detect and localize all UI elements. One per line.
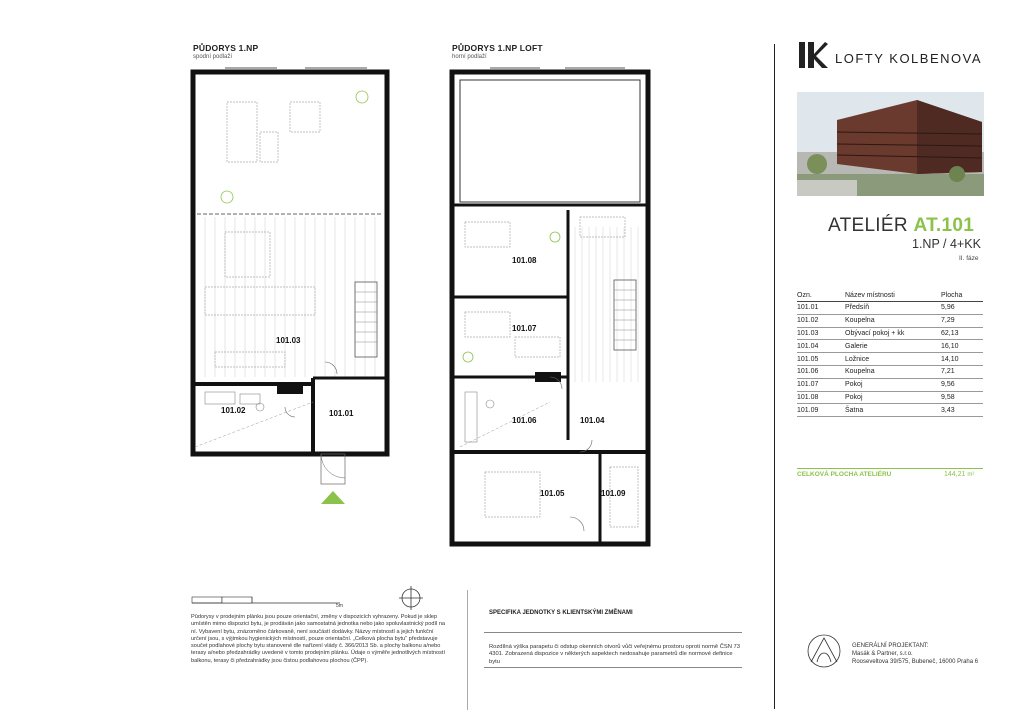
room-table-header-name: Název místnosti <box>845 289 941 302</box>
room-area: 7,21 <box>941 365 983 378</box>
room-name: Ložnice <box>845 353 941 366</box>
spec-title: SPECIFIKA JEDNOTKY S KLIENTSKÝMI ZMĚNAMI <box>489 610 633 616</box>
plan-title-lower: PŮDORYS 1.NP <box>193 43 259 53</box>
room-label-101-06: 101.06 <box>512 416 537 425</box>
north-arrow-icon <box>398 585 424 611</box>
total-area-label: CELKOVÁ PLOCHA ATELIÉRU <box>797 471 892 478</box>
designer-logo-icon <box>805 632 843 670</box>
room-label-101-01: 101.01 <box>329 409 354 418</box>
room-name: Koupelna <box>845 314 941 327</box>
room-table-header-row <box>797 289 983 302</box>
table-row <box>797 340 983 353</box>
room-name: Šatna <box>845 404 941 417</box>
room-area: 3,43 <box>941 404 983 417</box>
general-designer <box>852 642 984 666</box>
room-label-101-08: 101.08 <box>512 256 537 265</box>
room-area: 7,29 <box>941 314 983 327</box>
room-code: 101.03 <box>797 327 845 340</box>
room-name: Obývací pokoj + kk <box>845 327 941 340</box>
room-label-101-07: 101.07 <box>512 324 537 333</box>
general-designer-label: GENERÁLNÍ PROJEKTANT: <box>852 643 929 649</box>
room-area: 5,96 <box>941 302 983 315</box>
unit-label: ATELIÉR <box>828 215 908 236</box>
table-row <box>797 302 983 315</box>
building-render-image <box>797 92 984 196</box>
spec-rule-bottom <box>484 667 742 668</box>
plan-subtitle-lower: spodní podlaží <box>193 54 233 60</box>
floor-plan-loft <box>440 62 660 552</box>
room-area: 9,58 <box>941 391 983 404</box>
table-row <box>797 365 983 378</box>
spec-text: Rozdílná výška parapetu či odstup okenních otvorů vůči veřejnému prostoru oproti normě ČSN 73 4301. Zobrazená dispozice v některých aspektech nedosahuje parametrů dle normové definice bytu <box>489 644 741 665</box>
room-label-101-03: 101.03 <box>276 336 301 345</box>
total-area-unit: m² <box>967 472 975 478</box>
room-name: Pokoj <box>845 391 941 404</box>
room-code: 101.04 <box>797 340 845 353</box>
total-area-number: 144,21 <box>944 471 966 478</box>
room-label-101-09: 101.09 <box>601 489 626 498</box>
general-designer-address: Rooseveltova 39/575, Bubeneč, 16000 Praha 6 <box>852 659 979 665</box>
notes-divider <box>467 590 468 710</box>
room-area: 62,13 <box>941 327 983 340</box>
room-code: 101.05 <box>797 353 845 366</box>
table-row <box>797 391 983 404</box>
room-code: 101.07 <box>797 378 845 391</box>
spec-rule-top <box>484 632 742 633</box>
room-code: 101.08 <box>797 391 845 404</box>
side-panel-divider <box>774 44 775 709</box>
table-row <box>797 378 983 391</box>
room-area: 9,56 <box>941 378 983 391</box>
unit-phase: II. fáze <box>959 255 979 262</box>
unit-layout: 1.NP / 4+KK <box>912 237 981 251</box>
room-table-header-area: Plocha <box>941 289 983 302</box>
room-area: 16,10 <box>941 340 983 353</box>
general-designer-company: Masák & Partner, s.r.o. <box>852 651 913 657</box>
table-row <box>797 314 983 327</box>
scale-bar <box>190 591 350 609</box>
floor-plan-lower <box>185 62 395 512</box>
room-name: Předsíň <box>845 302 941 315</box>
total-area-value <box>944 471 974 478</box>
table-row <box>797 404 983 417</box>
unit-code: AT.101 <box>913 215 975 236</box>
table-row <box>797 327 983 340</box>
room-code: 101.09 <box>797 404 845 417</box>
room-label-101-02: 101.02 <box>221 406 246 415</box>
plan-title-loft: PŮDORYS 1.NP LOFT <box>452 43 543 53</box>
disclaimer-text: Půdorysy v prodejním plánku jsou pouze orientační, změny v dispozicích vyhrazeny. Pokud je sklep umístěn mimo dispozici bytu, je prodáván jako samostatná jednotka nebo jako spoluvlastnický podíl na ní. Vybavení bytu, znázorněno čárkovaně, není součástí dodávky. Názvy místností a jejich funkční určení jsou, s výjimkou hygienických místností, pouze orientační. „Celková plocha bytu“ představuje součet podlahové plochy bytu stanovené dle nařízení vlády č. 366/2013 Sb. a plochy balkonu a/nebo terasy a/nebo předzahrádky uvedené v tomto prodejním plánku. Údaje o výměře jednotlivých místností balkonu, terasy či předzahrádky jsou čistou podlahovou plochou (ČPP). <box>191 614 446 664</box>
room-name: Pokoj <box>845 378 941 391</box>
brand-name: LOFTY KOLBENOVA <box>835 51 983 66</box>
scale-bar-label: 5m <box>336 603 343 609</box>
lk-logo-icon <box>797 40 829 70</box>
total-divider <box>797 468 983 469</box>
room-label-101-04: 101.04 <box>580 416 605 425</box>
brand-logo <box>797 40 829 70</box>
room-code: 101.06 <box>797 365 845 378</box>
plan-subtitle-loft: horní podlaží <box>452 54 487 60</box>
room-label-101-05: 101.05 <box>540 489 565 498</box>
room-table-header-code: Ozn. <box>797 289 845 302</box>
unit-heading <box>828 215 974 237</box>
room-name: Koupelna <box>845 365 941 378</box>
room-code: 101.02 <box>797 314 845 327</box>
table-row <box>797 353 983 366</box>
room-area: 14,10 <box>941 353 983 366</box>
room-area-table <box>797 289 983 417</box>
room-code: 101.01 <box>797 302 845 315</box>
room-name: Galerie <box>845 340 941 353</box>
